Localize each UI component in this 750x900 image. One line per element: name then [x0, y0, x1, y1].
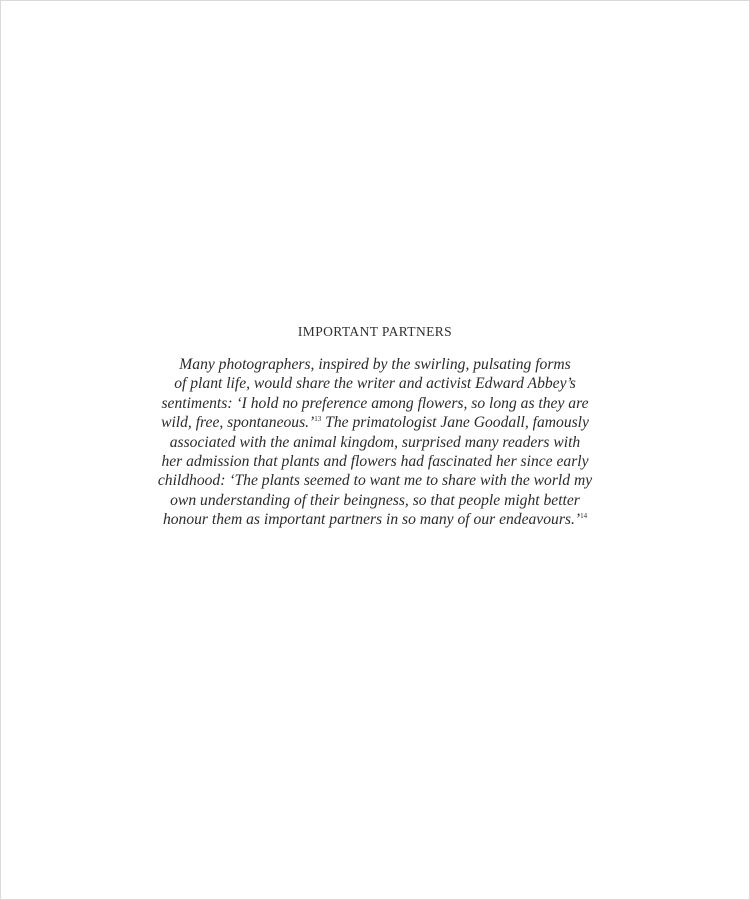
- paragraph-line: [1, 491, 749, 510]
- paragraph-line: [1, 452, 749, 471]
- footnote-marker: 14: [580, 512, 588, 521]
- paragraph-line: [1, 413, 749, 432]
- paragraph-line: [1, 510, 749, 529]
- line-text: honour them as important partners in so many of our endeavours.’: [162, 511, 581, 529]
- paragraph-line: [1, 471, 749, 490]
- paragraph-line: [1, 374, 749, 393]
- line-text: associated with the animal kingdom, surprised many readers with: [169, 433, 581, 451]
- line-text: sentiments: ‘I hold no preference among flowers, so long as they are: [161, 394, 589, 412]
- paragraph-line: [1, 355, 749, 374]
- section-heading: IMPORTANT PARTNERS: [297, 324, 453, 339]
- body-paragraph: [1, 355, 749, 530]
- paragraph-line: [1, 433, 749, 452]
- paragraph-line: [1, 394, 749, 413]
- line-text: The primatologist Jane Goodall, famously: [321, 414, 589, 432]
- line-text: wild, free, spontaneous.’: [161, 414, 315, 432]
- line-text: of plant life, would share the writer and activist Edward Abbey’s: [174, 375, 576, 393]
- line-text: childhood: ‘The plants seemed to want me to share with the world my: [157, 472, 593, 490]
- line-text: own understanding of their beingness, so that people might better: [170, 491, 580, 509]
- line-text: her admission that plants and flowers had fascinated her since early: [161, 453, 589, 471]
- line-text: Many photographers, inspired by the swirling, pulsating forms: [179, 356, 571, 373]
- footnote-marker: 13: [314, 415, 322, 424]
